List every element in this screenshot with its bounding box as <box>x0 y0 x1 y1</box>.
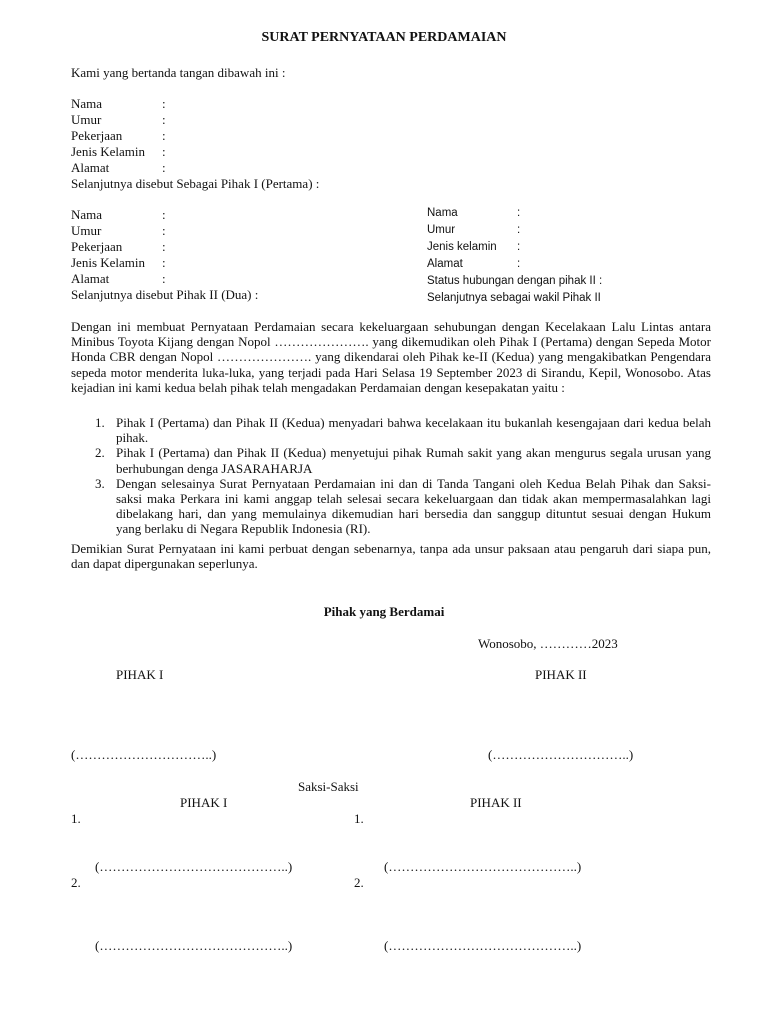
pihak1-colon: : <box>162 160 166 175</box>
pihak2-colon: : <box>162 255 166 270</box>
agreement-points <box>71 415 711 537</box>
pihak1-colon: : <box>162 96 166 111</box>
witness-right-line-2: (……………………………………..) <box>384 938 582 953</box>
wakil-colon: : <box>517 241 521 253</box>
wakil-colon: : <box>517 224 521 236</box>
point-number: 1. <box>95 415 105 430</box>
point-text: Pihak I (Pertama) dan Pihak II (Kedua) menyetujui pihak Rumah sakit yang akan mengurus segala urusan yang berhubungan denga JASARAHARJA <box>116 445 711 476</box>
point-number: 3. <box>95 475 105 491</box>
point-text: Pihak I (Pertama) dan Pihak II (Kedua) menyadari bahwa kecelakaan itu bukanlah kesengajaan dari kedua belah pihak. <box>116 415 711 446</box>
witness-left-number-2: 2. <box>71 875 81 890</box>
witness-right-number-1: 1. <box>354 811 364 826</box>
list-item <box>71 476 711 537</box>
wakil-field-nama: Nama <box>427 207 458 219</box>
wakil-field-jenis-kelamin: Jenis kelamin <box>427 241 497 253</box>
witnesses-heading: Saksi-Saksi <box>298 779 359 794</box>
pihak1-field-pekerjaan: Pekerjaan <box>71 128 123 143</box>
pihak1-colon: : <box>162 144 166 159</box>
wakil-field-umur: Umur <box>427 224 456 236</box>
point-number: 2. <box>95 445 105 461</box>
pihak2-field-jenis-kelamin: Jenis Kelamin <box>71 255 146 270</box>
wakil-closing: Selanjutnya sebagai wakil Pihak II <box>427 292 601 304</box>
wakil-status: Status hubungan dengan pihak II : <box>427 275 603 287</box>
pihak1-field-jenis-kelamin: Jenis Kelamin <box>71 144 146 159</box>
place-date: Wonosobo, …………2023 <box>478 636 618 651</box>
pihak2-closing: Selanjutnya disebut Pihak II (Dua) : <box>71 287 259 302</box>
pihak1-closing: Selanjutnya disebut Sebagai Pihak I (Pertama) : <box>71 176 320 191</box>
closing-paragraph: Demikian Surat Pernyataan ini kami perbuat dengan sebenarnya, tanpa ada unsur paksaan atau pengaruh dari siapa pun, dan dapat dipergunakan seperlunya. <box>71 541 711 572</box>
pihak1-field-alamat: Alamat <box>71 160 110 175</box>
list-item <box>71 415 711 445</box>
witness-right-label: PIHAK II <box>470 795 522 810</box>
wakil-colon: : <box>517 258 521 270</box>
witness-right-line-1: (……………………………………..) <box>384 859 582 874</box>
signature-heading: Pihak yang Berdamai <box>323 604 445 619</box>
signature-right-line: (…………………………..) <box>488 747 634 762</box>
witness-left-label: PIHAK I <box>180 795 228 810</box>
pihak2-colon: : <box>162 271 166 286</box>
witness-left-number-1: 1. <box>71 811 81 826</box>
list-item <box>71 445 711 475</box>
witness-left-line-1: (……………………………………..) <box>95 859 293 874</box>
pihak1-colon: : <box>162 112 166 127</box>
pihak2-field-nama: Nama <box>71 207 103 222</box>
signature-left-line: (…………………………..) <box>71 747 217 762</box>
witness-left-line-2: (……………………………………..) <box>95 938 293 953</box>
pihak1-field-umur: Umur <box>71 112 102 127</box>
pihak2-colon: : <box>162 207 166 222</box>
pihak2-field-pekerjaan: Pekerjaan <box>71 239 123 254</box>
pihak1-colon: : <box>162 128 166 143</box>
wakil-field-alamat: Alamat <box>427 258 463 270</box>
witness-right-number-2: 2. <box>354 875 364 890</box>
signature-right-label: PIHAK II <box>535 667 587 682</box>
pihak2-colon: : <box>162 239 166 254</box>
pihak2-field-umur: Umur <box>71 223 102 238</box>
signature-left-label: PIHAK I <box>116 667 164 682</box>
pihak2-colon: : <box>162 223 166 238</box>
document-title: SURAT PERNYATAAN PERDAMAIAN <box>261 30 507 45</box>
pihak2-field-alamat: Alamat <box>71 271 110 286</box>
intro-text: Kami yang bertanda tangan dibawah ini : <box>71 65 286 80</box>
agreement-paragraph: Dengan ini membuat Pernyataan Perdamaian secara kekeluargaan sehubungan dengan Kecelakaan Lalu Lintas antara Minibus Toyota Kijang dengan Nopol …………………. yang dikemudikan oleh Pihak I (Pertama) dengan Sepeda Motor Honda CBR dengan Nopol …………………. yang dikendarai oleh Pihak ke-II (Kedua) yang mengakibatkan Pengendara sepeda motor menderita luka-luka, yang terjadi pada Hari Selasa 19 September 2023 di Sirandu, Kepil, Wonosobo. Atas kejadian ini kami kedua belah pihak telah mengadakan Perdamaian dengan kesepakatan yaitu : <box>71 319 711 395</box>
point-text: Dengan selesainya Surat Pernyataan Perdamaian ini dan di Tanda Tangani oleh Kedua Belah Pihak dan Saksi-saksi maka Perkara ini kami anggap telah selesai secara kekeluargaan dan tidak akan mempermasalahkan lagi dibelakang hari, dan yang memulainya dikemudian hari bersedia dan sanggup dituntut sesuai dengan Hukum yang berlaku di Negara Republik Indonesia (RI). <box>116 475 711 537</box>
wakil-colon: : <box>517 207 521 219</box>
pihak1-field-nama: Nama <box>71 96 103 111</box>
